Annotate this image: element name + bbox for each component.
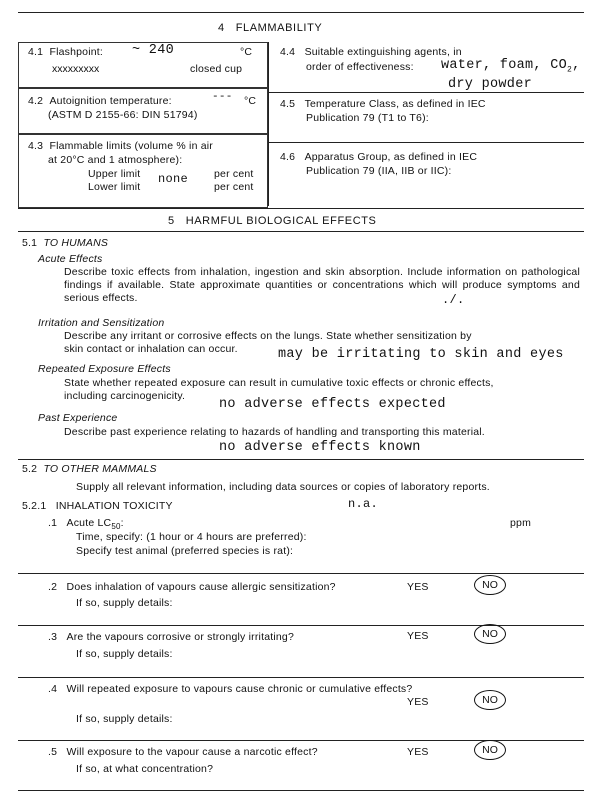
top-rule — [18, 12, 584, 13]
mammals-heading: 5.2 TO OTHER MAMMALS — [22, 463, 157, 475]
repeated-exposure-text-2: including carcinogenicity. — [64, 390, 186, 402]
inhalation-answer: n.a. — [348, 497, 379, 511]
upper-per-cent: per cent — [214, 168, 254, 180]
extinguishing-label: 4.4 Suitable extinguishing agents, in — [280, 46, 462, 58]
q4-follow: If so, supply details: — [76, 713, 173, 725]
q5-text: .5 Will exposure to the vapour cause a narcotic effect? — [48, 746, 318, 758]
q3-no-circled: NO — [474, 624, 506, 644]
q2-no-circled: NO — [474, 575, 506, 595]
q1-animal: Specify test animal (preferred species is rat): — [76, 545, 294, 557]
past-experience-title: Past Experience — [38, 412, 118, 424]
q1-label: .1 Acute $LC_{50}$: — [48, 517, 124, 532]
temp-class-label: 4.5 Temperature Class, as defined in IEC — [280, 98, 486, 110]
divider-4-5 — [268, 92, 584, 93]
apparatus-line2: Publication 79 (IIA, IIB or IIC): — [306, 165, 452, 177]
q4-text: .4 Will repeated exposure to vapours cause chronic or cumulative effects? — [48, 683, 413, 695]
acute-effects-text: Describe toxic effects from inhalation, ingestion and skin absorption. Include information on pathological findings if available. State approximate quantities or concentrations which will produce symptoms and serious effects. — [64, 266, 580, 304]
q3-follow: If so, supply details: — [76, 648, 173, 660]
divider-4-6 — [268, 142, 584, 143]
section-5-rule-top — [18, 208, 584, 209]
irritation-title: Irritation and Sensitization — [38, 317, 165, 329]
lower-limit-label: Lower limit — [88, 181, 141, 193]
q5-follow: If so, at what concentration? — [76, 763, 214, 775]
inhalation-heading: 5.2.1 INHALATION TOXICITY — [22, 500, 173, 512]
repeated-exposure-text-1: State whether repeated exposure can result in cumulative toxic effects or chronic effects, — [64, 377, 494, 389]
q2-rule — [18, 573, 584, 574]
autoignition-label: 4.2 Autoignition temperature: — [28, 95, 172, 107]
flammable-limits-value: none — [158, 172, 189, 186]
q4-yes: YES — [407, 696, 429, 708]
section-number: 4 — [218, 22, 225, 34]
column-divider — [268, 42, 269, 206]
section-5-2-rule — [18, 459, 584, 460]
q4-no-circled: NO — [474, 690, 506, 710]
past-experience-answer: no adverse effects known — [219, 440, 421, 455]
extinguishing-value-2: dry powder — [448, 77, 533, 92]
repeated-exposure-title: Repeated Exposure Effects — [38, 363, 171, 375]
flashpoint-unit: °C — [240, 46, 253, 58]
q1-time: Time, specify: (1 hour or 4 hours are preferred): — [76, 531, 307, 543]
q2-text: .2 Does inhalation of vapours cause allergic sensitization? — [48, 581, 336, 593]
irritation-text-1: Describe any irritant or corrosive effects on the lungs. State whether sensitization by — [64, 330, 472, 342]
bottom-rule — [18, 790, 584, 791]
apparatus-label: 4.6 Apparatus Group, as defined in IEC — [280, 151, 478, 163]
q5-no-circled: NO — [474, 740, 506, 760]
acute-effects-answer: ./. — [442, 293, 465, 307]
section-title: FLAMMABILITY — [235, 22, 323, 34]
q3-text: .3 Are the vapours corrosive or strongly irritating? — [48, 631, 295, 643]
past-experience-text: Describe past experience relating to hazards of handling and transporting this material. — [64, 426, 485, 438]
closed-cup-label: closed cup — [190, 63, 243, 75]
q2-yes: YES — [407, 581, 429, 593]
section-number: 5 — [168, 215, 175, 227]
extinguishing-value-1: water, foam, $CO_2$, — [441, 58, 581, 75]
extinguishing-line2: order of effectiveness: — [306, 61, 414, 73]
flammable-limits-line2: at 20°C and 1 atmosphere): — [48, 154, 183, 166]
section-5-header — [168, 215, 377, 227]
autoignition-unit: °C — [244, 95, 257, 107]
q3-yes: YES — [407, 630, 429, 642]
temp-class-line2: Publication 79 (T1 to T6): — [306, 112, 429, 124]
section-title: HARMFUL BIOLOGICAL EFFECTS — [185, 215, 377, 227]
autoignition-value: --- — [212, 91, 233, 103]
flashpoint-value: ~ 240 — [132, 43, 175, 58]
autoignition-standard: (ASTM D 2155-66: DIN 51794) — [48, 109, 198, 121]
upper-limit-label: Upper limit — [88, 168, 141, 180]
humans-heading: 5.1 TO HUMANS — [22, 237, 109, 249]
q4-rule — [18, 677, 584, 678]
repeated-exposure-answer: no adverse effects expected — [219, 397, 446, 412]
irritation-answer: may be irritating to skin and eyes — [278, 347, 564, 362]
acute-effects-title: Acute Effects — [38, 253, 103, 265]
mammals-intro: Supply all relevant information, including data sources or copies of laboratory reports. — [76, 481, 490, 493]
flammable-limits-label: 4.3 Flammable limits (volume % in air — [28, 140, 214, 152]
struck-text: xxxxxxxxx — [52, 63, 100, 75]
q5-yes: YES — [407, 746, 429, 758]
irritation-text-2: skin contact or inhalation can occur. — [64, 343, 238, 355]
section-4-header — [218, 22, 322, 34]
flashpoint-label: 4.1 Flashpoint: — [28, 46, 104, 58]
q2-follow: If so, supply details: — [76, 597, 173, 609]
section-5-rule-bottom — [18, 231, 584, 232]
lower-per-cent: per cent — [214, 181, 254, 193]
q1-unit: ppm — [510, 517, 532, 529]
